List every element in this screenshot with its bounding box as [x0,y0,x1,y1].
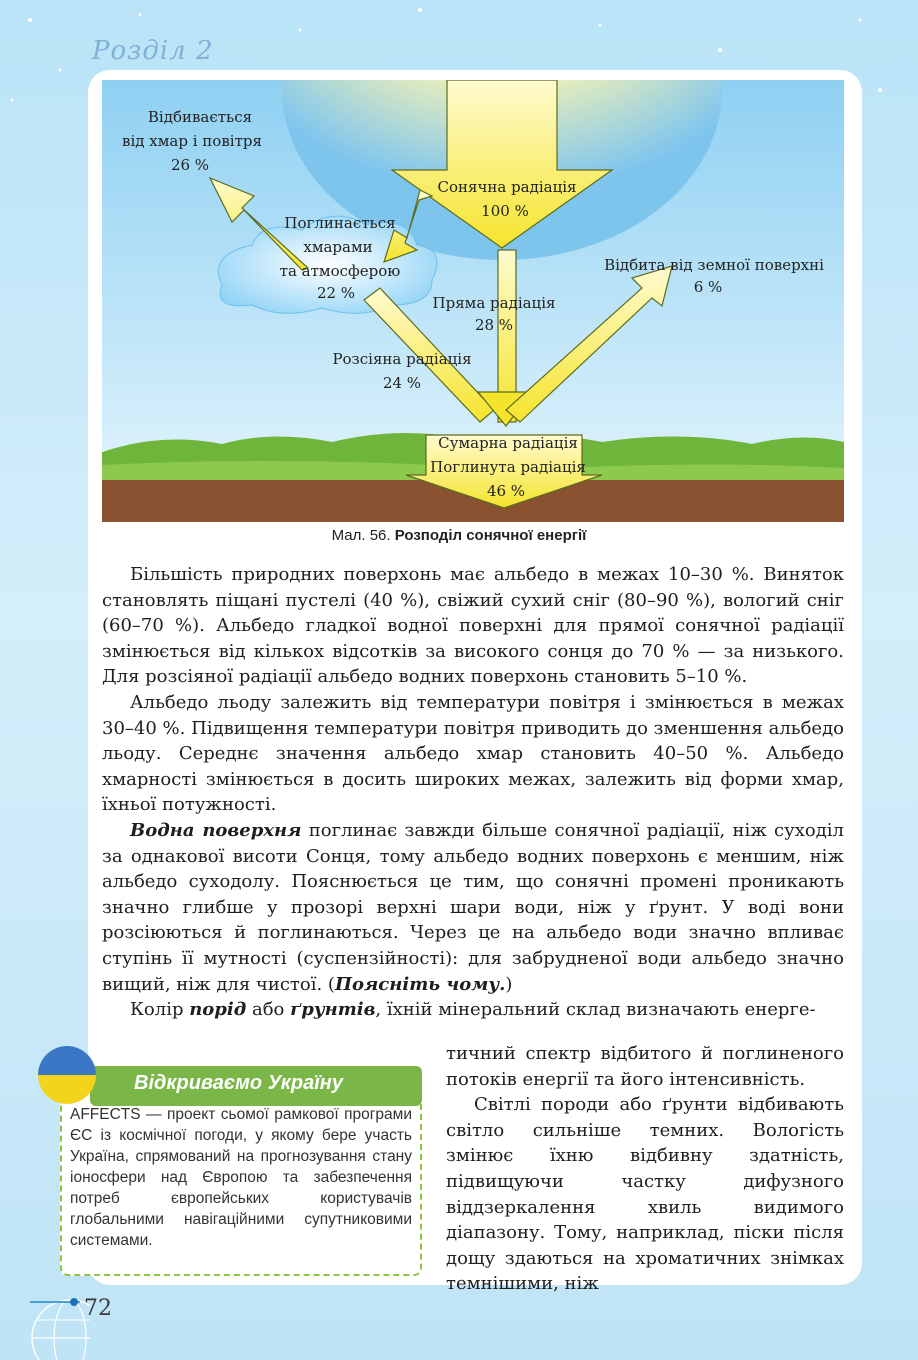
box-text: AFFECTS — проект сьомої рамкової програми ЄС із космічної погоди, у якому бере участь Україна, спрямований на прогнозування стану іоносфери над Європою та забезпечення потреб європейських користувачів глобальними навігаційними супутниковими системами. [70,1106,412,1249]
label-absorbed-3: та атмосферою [279,262,401,280]
term-rocks: порід [189,999,247,1021]
paragraph-1: Більшість природних поверхонь має альбедо в межах 10–30 %. Виняток становлять піщані пустелі (40 %), свіжий сухий сніг (80–90 %), вологий сніг (60–70 %). Альбедо гладкої водної поверхні для прямої сонячної радіації змінюється від кількох відсотків за високого сонця до 70 % — за низького. Для розсіяної радіації альбедо водних поверхонь становить 5–10 %. [102,564,844,688]
paragraph-4-start: Колір порід або ґрунтів, їхній мінеральний склад визначають енерге- [130,999,816,1021]
discover-ukraine-box [60,1066,422,1276]
figure-caption [0,527,918,544]
section-label: Розділ 2 [92,36,214,66]
label-direct: Пряма радіація [432,294,556,312]
caption-prefix: Мал. 56. [331,527,391,544]
side-column-text [446,1041,844,1297]
label-absorbed-1: Поглинається [284,214,396,232]
label-diffuse-pct: 24 % [382,374,422,392]
term-soils: ґрунтів [290,999,376,1021]
paragraph-3: Водна поверхня поглинає завжди більше сонячної радіації, ніж суходіл за однакової висоти Сонця, тому альбедо водних поверхонь є меншим, ніж альбедо суходолу. Пояснюється це тим, що сонячні промені проникають значно глибше у прозорі верхні шари води, ніж у ґрунт. У воді вони розсіюються й поглинаються. Через це на альбедо води значно впливає ступінь її мутності (суспензійності): для забрудненої води альбедо значно вищий, ніж для чистої. (Поясніть чому.) [102,819,844,995]
label-reflected-clouds-2: від хмар і повітря [122,132,262,150]
ukraine-flag-icon [38,1046,96,1104]
paragraph-4-continued: тичний спектр відбитого й поглиненого потоків енергії та його інтенсивність. [446,1043,844,1090]
label-absorbed-ground: Поглинута радіація [430,458,586,476]
label-reflected-clouds-1: Відбивається [147,108,253,126]
globe-icon [30,1288,90,1360]
main-text [102,562,844,1023]
label-diffuse: Розсіяна радіація [332,350,472,368]
label-absorbed-pct: 22 % [316,284,356,302]
label-solar-pct: 100 % [481,202,529,220]
solar-energy-diagram [102,80,844,522]
label-reflected-clouds-pct: 26 % [170,156,210,174]
page-number: 72 [84,1296,112,1321]
box-header [90,1066,422,1106]
label-absorbed-ground-pct: 46 % [486,482,526,500]
paragraph-5: Світлі породи або ґрунти відбивають світло сильніше темних. Вологість змінює їхню відбивну здатність, підвищуючи частку дифузного віддзеркалення хвиль видимого діапазону. Тому, наприклад, піски після дощу здаються на хроматичних знімках темнішими, ніж [446,1094,844,1295]
box-title: Відкриваємо Україну [134,1072,343,1094]
label-total: Сумарна радіація [438,434,578,452]
label-solar: Сонячна радіація [437,178,577,196]
paragraph-2: Альбедо льоду залежить від температури повітря і змінюється в межах 30–40 %. Підвищення температури повітря приводить до зменшення альбедо льоду. Середнє значення альбедо хмар становить 40–50 %. Альбедо хмарності змінюється в досить широких межах, залежить від форми хмар, їхньої потужності. [102,691,844,816]
question-explain: Поясніть чому. [334,973,506,995]
label-absorbed-2: хмарами [303,238,373,256]
label-surface-reflected-pct: 6 % [693,278,723,296]
term-water-surface: Водна поверхня [130,819,302,841]
label-direct-pct: 28 % [474,316,514,334]
label-surface-reflected: Відбита від земної поверхні [604,256,824,274]
caption-title: Розподіл сонячної енергії [394,527,587,544]
